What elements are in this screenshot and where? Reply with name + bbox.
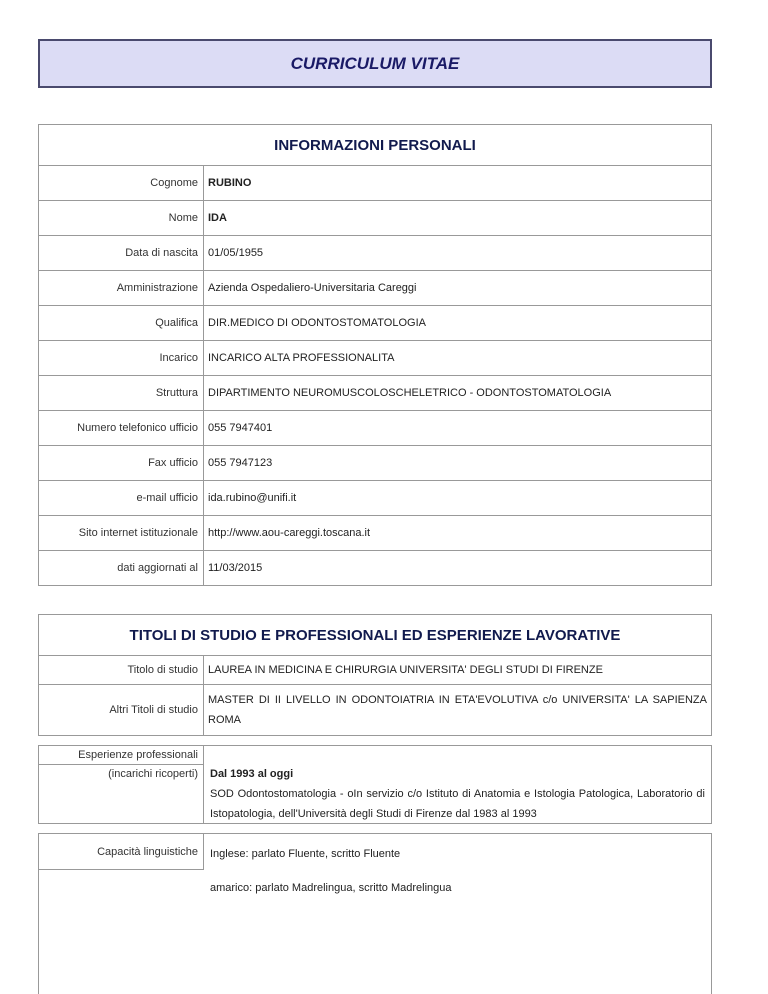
table-row: [39, 685, 711, 736]
value-data-nascita: 01/05/1955: [204, 236, 712, 271]
value-struttura: DIPARTIMENTO NEUROMUSCOLOSCHELETRICO - ODONTOSTOMATOLOGIA: [204, 376, 712, 411]
studies-title: TITOLI DI STUDIO E PROFESSIONALI ED ESPERIENZE LAVORATIVE: [39, 615, 711, 656]
languages-section: [38, 833, 712, 994]
table-row: [39, 516, 711, 551]
label-sito: Sito internet istituzionale: [39, 516, 204, 551]
table-row: [39, 411, 711, 446]
languages-label: Capacità linguistiche: [39, 834, 204, 870]
languages-list: [204, 834, 711, 994]
experience-section: [38, 745, 712, 824]
cv-header: [38, 39, 712, 88]
value-qualifica: DIR.MEDICO DI ODONTOSTOMATOLOGIA: [204, 306, 712, 341]
label-fax: Fax ufficio: [39, 446, 204, 481]
personal-info-table: [39, 166, 711, 585]
experience-description: SOD Odontostomatologia - oIn servizio c/o Istituto di Anatomia e Istologia Patologica, Laboratorio di Istopatologia, dell'Università degli Studi di Firenze dal 1983 al 1993: [210, 788, 705, 820]
language-spacer: [210, 864, 705, 878]
table-row: [39, 271, 711, 306]
label-aggiornati: dati aggiornati al: [39, 551, 204, 586]
table-row: [39, 166, 711, 201]
label-altri-titoli: Altri Titoli di studio: [39, 685, 204, 736]
value-altri-titoli: MASTER DI II LIVELLO IN ODONTOIATRIA IN ETA'EVOLUTIVA c/o UNIVERSITA' LA SAPIENZA ROMA: [208, 694, 707, 726]
table-row: [39, 201, 711, 236]
language-item: Inglese: parlato Fluente, scritto Fluente: [210, 848, 401, 860]
table-row: [39, 376, 711, 411]
label-qualifica: Qualifica: [39, 306, 204, 341]
label-amministrazione: Amministrazione: [39, 271, 204, 306]
value-fax: 055 7947123: [204, 446, 712, 481]
label-nome: Nome: [39, 201, 204, 236]
label-incarico: Incarico: [39, 341, 204, 376]
studies-table: [39, 656, 711, 735]
label-cognome: Cognome: [39, 166, 204, 201]
value-incarico: INCARICO ALTA PROFESSIONALITA: [204, 341, 712, 376]
label-telefono: Numero telefonico ufficio: [39, 411, 204, 446]
table-row: [39, 656, 711, 685]
table-row: [39, 551, 711, 586]
value-amministrazione: Azienda Ospedaliero-Universitaria Careggi: [204, 271, 712, 306]
personal-info-section: [38, 124, 712, 586]
table-row: [39, 446, 711, 481]
studies-section: [38, 614, 712, 736]
table-row: [39, 341, 711, 376]
table-row: [39, 481, 711, 516]
table-row: [39, 306, 711, 341]
experience-label-line2: (incarichi ricoperti): [39, 764, 203, 783]
label-data-nascita: Data di nascita: [39, 236, 204, 271]
value-aggiornati: 11/03/2015: [208, 562, 263, 574]
table-row: [39, 236, 711, 271]
value-titolo-studio: LAUREA IN MEDICINA E CHIRURGIA UNIVERSITA' DEGLI STUDI DI FIRENZE: [204, 656, 712, 685]
cv-title: CURRICULUM VITAE: [290, 53, 460, 73]
experience-content: [204, 746, 711, 823]
experience-label: [39, 746, 204, 823]
website-link[interactable]: http://www.aou-careggi.toscana.it: [204, 516, 712, 551]
label-email: e-mail ufficio: [39, 481, 204, 516]
language-item: amarico: parlato Madrelingua, scritto Madrelingua: [210, 882, 452, 894]
experience-label-line1: Esperienze professionali: [78, 749, 198, 761]
email-link[interactable]: ida.rubino@unifi.it: [204, 481, 712, 516]
experience-period: Dal 1993 al oggi: [210, 768, 294, 780]
label-struttura: Struttura: [39, 376, 204, 411]
value-cognome: RUBINO: [204, 166, 712, 201]
label-titolo-studio: Titolo di studio: [39, 656, 204, 685]
value-nome: IDA: [204, 201, 712, 236]
personal-info-title: INFORMAZIONI PERSONALI: [39, 125, 711, 166]
value-telefono: 055 7947401: [204, 411, 712, 446]
